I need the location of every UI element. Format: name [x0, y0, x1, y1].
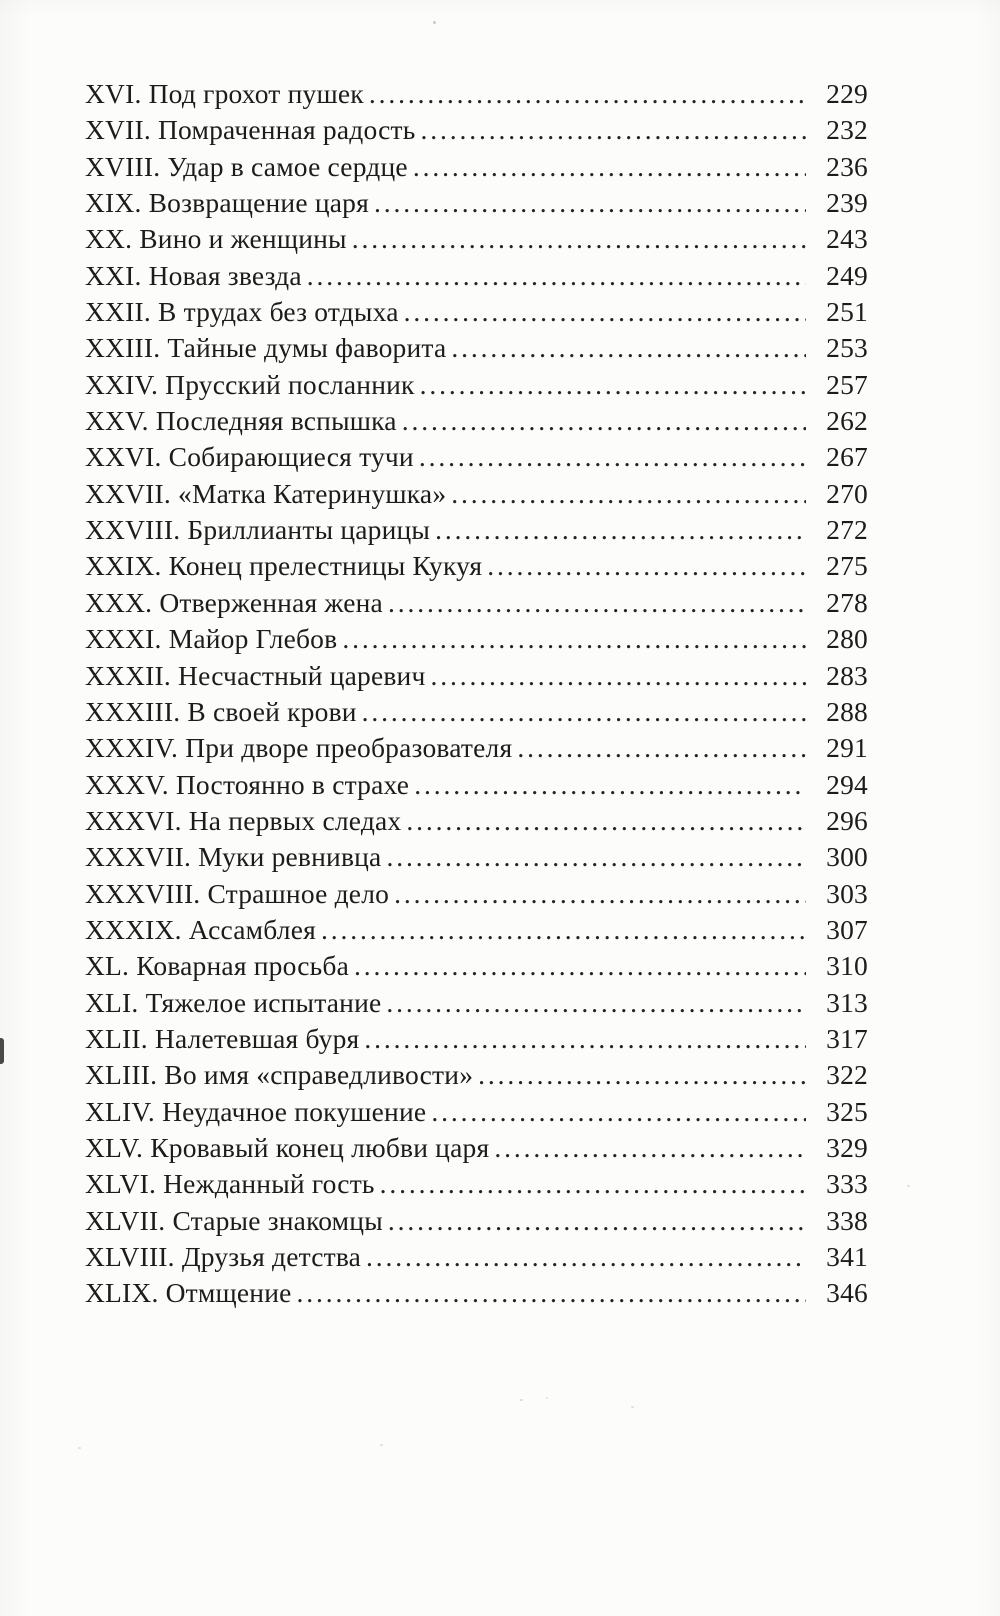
toc-entry: [85, 187, 868, 223]
toc-entry: [85, 987, 868, 1023]
toc-entry-label: XXI. Новая звезда: [85, 259, 302, 291]
toc-entry-label: XLIX. Отмщение: [85, 1277, 292, 1309]
toc-entry: [85, 296, 868, 332]
dot-leader: [431, 660, 806, 692]
dot-leader: [297, 1277, 806, 1309]
dot-leader: [321, 914, 806, 946]
toc-entry-label: XLIII. Во имя «справедливости»: [85, 1059, 474, 1091]
scan-speck: [433, 21, 436, 24]
toc-entry-label: XLVIII. Друзья детства: [85, 1241, 362, 1272]
toc-entry: [85, 1023, 868, 1059]
toc-entry-label: XX. Вино и женщины: [85, 223, 347, 255]
toc-entry-label: XLI. Тяжелое испытание: [85, 986, 382, 1018]
toc-entry: [85, 732, 868, 768]
dot-leader: [419, 441, 806, 473]
scan-speck: [546, 1397, 548, 1399]
toc-entry-label: XXIX. Конец прелестницы Кукуя: [85, 550, 483, 582]
dot-leader: [414, 769, 806, 801]
toc-entry-page: 272: [826, 514, 868, 546]
toc-entry: [85, 332, 868, 368]
toc-entry: [85, 1241, 868, 1277]
toc-entry-page: 288: [826, 695, 868, 727]
toc-entry-label: XXIII. Тайные думы фаворита: [85, 332, 447, 364]
dot-leader: [478, 1059, 806, 1091]
scan-speck: [631, 1406, 634, 1408]
scan-speck: [380, 1444, 383, 1446]
toc-entry: [85, 696, 868, 732]
toc-entry-page: 275: [826, 550, 868, 582]
toc-entry-page: 307: [826, 913, 868, 945]
toc-entry-label: XXXVI. На первых следах: [85, 804, 402, 836]
toc-entry-label: XXXVIII. Страшное дело: [85, 877, 390, 909]
toc-entry: [85, 1132, 868, 1168]
dot-leader: [342, 623, 806, 655]
toc-entry-label: XXIV. Прусский посланник: [85, 368, 415, 400]
dot-leader: [369, 78, 806, 110]
toc-entry: [85, 769, 868, 805]
toc-entry-page: 262: [826, 405, 868, 437]
dot-leader: [380, 1168, 806, 1200]
toc-entry: [85, 405, 868, 441]
toc-entry-label: XXXI. Майор Глебов: [85, 623, 338, 655]
dot-leader: [388, 587, 806, 619]
dot-leader: [402, 405, 806, 437]
scan-edge-mark: [0, 1038, 4, 1064]
toc-entry: [85, 514, 868, 550]
toc-entry-label: XXVI. Собирающиеся тучи: [85, 441, 414, 473]
toc-entry-label: XLVII. Старые знакомцы: [85, 1204, 383, 1236]
dot-leader: [451, 332, 806, 364]
toc-entry-label: XLII. Налетевшая буря: [85, 1022, 360, 1054]
toc-entry: [85, 1168, 868, 1204]
toc-entry-label: XVII. Помраченная радость: [85, 114, 416, 146]
toc-entry-page: 329: [826, 1131, 868, 1163]
toc-entry-label: XXXIII. В своей крови: [85, 695, 357, 727]
toc-entry-page: 317: [826, 1022, 868, 1054]
toc-entry-page: 267: [826, 441, 868, 473]
toc-entry-page: 296: [826, 804, 868, 836]
dot-leader: [517, 732, 806, 764]
toc-entry-label: XXXIV. При дворе преобразователя: [85, 732, 513, 764]
toc-entry-label: XVI. Под грохот пушек: [85, 78, 364, 109]
dot-leader: [394, 878, 806, 910]
scan-speck: [78, 1447, 81, 1449]
toc-list: [85, 78, 868, 1314]
toc-entry-page: 239: [826, 187, 868, 219]
toc-entry-page: 346: [826, 1277, 868, 1309]
toc-entry-label: XLIV. Неудачное покушение: [85, 1095, 427, 1127]
toc-entry: [85, 914, 868, 950]
toc-entry-page: 232: [826, 114, 868, 146]
toc-entry-page: 257: [826, 368, 868, 400]
toc-entry-label: XXXVII. Муки ревнивца: [85, 841, 382, 873]
dot-leader: [386, 841, 806, 873]
toc-entry: [85, 1277, 868, 1313]
toc-entry-page: 243: [826, 223, 868, 255]
toc-entry-page: 236: [826, 150, 868, 182]
toc-entry-page: 251: [826, 296, 868, 328]
toc-entry-page: 303: [826, 877, 868, 909]
dot-leader: [435, 514, 806, 546]
toc-entry-page: 291: [826, 732, 868, 764]
dot-leader: [366, 1241, 806, 1273]
toc-entry-label: XVIII. Удар в самое сердце: [85, 150, 408, 182]
toc-entry: [85, 623, 868, 659]
toc-entry: [85, 78, 868, 114]
toc-entry: [85, 478, 868, 514]
dot-leader: [404, 296, 806, 328]
toc-entry: [85, 1096, 868, 1132]
scan-speck: [520, 1399, 523, 1401]
toc-entry: [85, 805, 868, 841]
dot-leader: [420, 114, 806, 146]
dot-leader: [352, 223, 806, 255]
toc-entry: [85, 841, 868, 877]
toc-entry-label: XLVI. Нежданный гость: [85, 1168, 375, 1200]
toc-entry-page: 313: [826, 986, 868, 1018]
toc-entry-page: 283: [826, 659, 868, 691]
toc-entry-label: XXXV. Постоянно в страхе: [85, 768, 410, 800]
toc-entry-page: 249: [826, 259, 868, 291]
dot-leader: [431, 1096, 806, 1128]
dot-leader: [487, 550, 806, 582]
toc-entry-label: XXVIII. Бриллианты царицы: [85, 514, 431, 546]
dot-leader: [386, 987, 806, 1019]
toc-entry-label: XXII. В трудах без отдыха: [85, 296, 399, 328]
dot-leader: [374, 187, 806, 219]
toc-entry: [85, 950, 868, 986]
toc-entry-page: 333: [826, 1168, 868, 1200]
toc-entry-page: 322: [826, 1059, 868, 1091]
dot-leader: [364, 1023, 806, 1055]
toc-entry: [85, 660, 868, 696]
dot-leader: [494, 1132, 806, 1164]
dot-leader: [406, 805, 806, 837]
toc-entry-page: 229: [826, 78, 868, 109]
toc-entry-label: XXVII. «Матка Катеринушка»: [85, 477, 447, 509]
toc-entry-label: XXX. Отверженная жена: [85, 586, 383, 618]
toc-entry-page: 325: [826, 1095, 868, 1127]
scan-speck: [907, 1185, 910, 1187]
toc-entry: [85, 878, 868, 914]
toc-entry-label: XXXII. Несчастный царевич: [85, 659, 426, 691]
toc-entry-page: 270: [826, 477, 868, 509]
toc-entry-label: XL. Коварная просьба: [85, 950, 350, 982]
toc-entry: [85, 223, 868, 259]
dot-leader: [420, 369, 806, 401]
toc-entry-page: 253: [826, 332, 868, 364]
toc-entry-label: XXXIX. Ассамблея: [85, 913, 316, 945]
dot-leader: [451, 478, 806, 510]
toc-entry-page: 300: [826, 841, 868, 873]
toc-entry: [85, 587, 868, 623]
toc-entry-page: 341: [826, 1241, 868, 1272]
toc-entry-label: XIX. Возвращение царя: [85, 187, 369, 219]
toc-entry: [85, 1205, 868, 1241]
toc-entry: [85, 441, 868, 477]
toc-entry: [85, 260, 868, 296]
toc-entry-label: XXV. Последняя вспышка: [85, 405, 397, 437]
toc-entry: [85, 1059, 868, 1095]
toc-entry-page: 294: [826, 768, 868, 800]
toc-entry-page: 280: [826, 623, 868, 655]
dot-leader: [362, 696, 806, 728]
toc-entry-label: XLV. Кровавый конец любви царя: [85, 1131, 490, 1163]
dot-leader: [307, 260, 806, 292]
toc-entry-page: 310: [826, 950, 868, 982]
dot-leader: [388, 1205, 806, 1237]
toc-entry: [85, 369, 868, 405]
toc-entry-page: 338: [826, 1204, 868, 1236]
toc-entry: [85, 151, 868, 187]
toc-entry-page: 278: [826, 586, 868, 618]
toc-entry: [85, 550, 868, 586]
dot-leader: [354, 950, 806, 982]
dot-leader: [413, 151, 806, 183]
toc-entry: [85, 114, 868, 150]
